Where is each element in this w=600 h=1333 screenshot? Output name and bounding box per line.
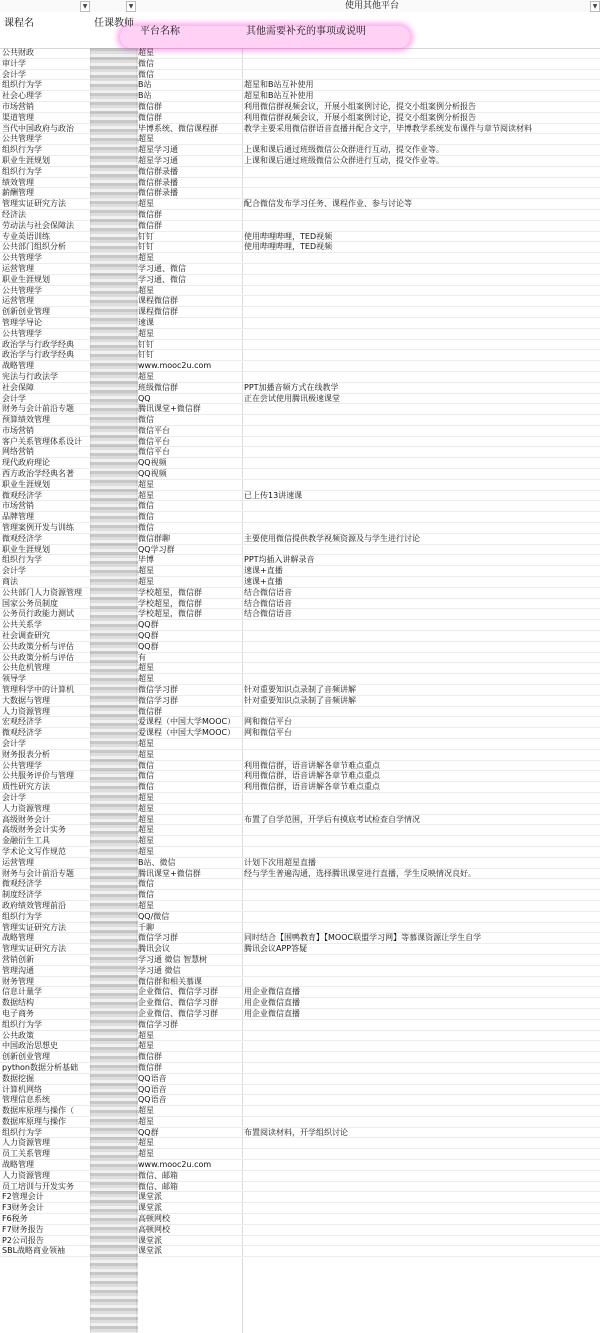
course-cell[interactable]: 组织行为学 bbox=[2, 911, 42, 921]
platform-cell[interactable]: 学习通、微信 bbox=[138, 263, 186, 273]
course-cell[interactable]: 公共关系学 bbox=[2, 620, 42, 630]
course-cell[interactable]: 数据库原理与操作（ bbox=[2, 1106, 74, 1116]
platform-cell[interactable]: 课堂派 bbox=[138, 1246, 162, 1256]
notes-cell[interactable]: 超星和B站互补使用 bbox=[244, 91, 314, 101]
notes-cell[interactable]: 用企业微信直播 bbox=[244, 987, 300, 997]
course-cell[interactable]: 大数据与管理 bbox=[2, 695, 50, 705]
platform-cell[interactable]: 学校超星，微信群 bbox=[138, 598, 202, 608]
platform-cell[interactable]: 超星 bbox=[138, 814, 154, 824]
notes-cell[interactable]: 结合微信语音 bbox=[244, 587, 292, 597]
platform-cell[interactable]: 微信群录播 bbox=[138, 188, 178, 198]
course-cell[interactable]: 职业生涯规划 bbox=[2, 274, 50, 284]
course-cell[interactable]: 职业生涯规划 bbox=[2, 544, 50, 554]
course-cell[interactable]: 管理学导论 bbox=[2, 317, 42, 327]
platform-cell[interactable]: www.mooc2u.com bbox=[138, 361, 212, 371]
course-cell[interactable]: 社会心理学 bbox=[2, 91, 42, 101]
platform-cell[interactable]: 微信 bbox=[138, 58, 154, 68]
course-cell[interactable]: 劳动法与社会保障法 bbox=[2, 220, 74, 230]
platform-cell[interactable]: 微信平台 bbox=[138, 436, 170, 446]
platform-cell[interactable]: 微信 bbox=[138, 415, 154, 425]
notes-cell[interactable]: 教学主要采用微信群语音直播并配合文字，毕博教学系统发布课件与章节阅读材料 bbox=[244, 123, 532, 133]
course-cell[interactable]: 客户关系管理体系设计 bbox=[2, 436, 82, 446]
platform-cell[interactable]: 超星 bbox=[138, 1138, 154, 1148]
notes-cell[interactable]: 布置了自学范围，开学后有摸底考试检查自学情况 bbox=[244, 814, 420, 824]
course-cell[interactable]: 会计学 bbox=[2, 739, 26, 748]
course-cell[interactable]: 公共部门人力资源管理 bbox=[2, 587, 82, 597]
course-cell[interactable]: 网络营销 bbox=[2, 447, 34, 457]
notes-cell[interactable]: 使用哔哩哔哩，TED视频 bbox=[244, 231, 333, 241]
platform-cell[interactable]: 微信 bbox=[138, 782, 154, 792]
platform-cell[interactable]: 超星学习通 bbox=[138, 145, 178, 155]
platform-cell[interactable]: 超星 bbox=[138, 1149, 154, 1159]
platform-cell[interactable]: 超星 bbox=[138, 663, 154, 673]
notes-cell[interactable]: 用企业微信直播 bbox=[244, 1008, 300, 1018]
platform-cell[interactable]: www.mooc2u.com bbox=[138, 1160, 212, 1170]
redacted-teacher-column bbox=[90, 48, 138, 1333]
platform-cell[interactable]: 毕博系统、微信课程群 bbox=[138, 123, 218, 133]
platform-cell[interactable]: 企业微信、微信学习群 bbox=[138, 1008, 218, 1018]
course-cell[interactable]: 审计学 bbox=[2, 58, 26, 68]
platform-cell[interactable]: 钉钉 bbox=[138, 231, 154, 241]
course-cell[interactable]: 现代政府理论 bbox=[2, 458, 50, 468]
platform-cell[interactable]: 超星 bbox=[138, 566, 154, 576]
platform-cell[interactable]: 钉钉 bbox=[138, 242, 154, 252]
platform-cell[interactable]: 速课 bbox=[138, 317, 154, 327]
notes-cell[interactable]: 已上传13讲速课 bbox=[244, 490, 303, 500]
platform-cell[interactable]: QQ/微信 bbox=[138, 911, 170, 921]
course-cell[interactable]: 政治学与行政学经典 bbox=[2, 350, 74, 360]
platform-cell[interactable]: QQ视频 bbox=[138, 458, 167, 468]
course-cell[interactable]: 职业生涯规划 bbox=[2, 155, 50, 165]
course-cell[interactable]: 公共管理学 bbox=[2, 285, 42, 295]
platform-cell[interactable]: 微信学习群 bbox=[138, 695, 178, 705]
notes-cell[interactable]: 腾讯会议APP答疑 bbox=[244, 944, 308, 954]
course-cell[interactable]: 运营管理 bbox=[2, 296, 34, 306]
notes-cell[interactable]: 配合微信发布学习任务、课程作业、参与讨论等 bbox=[244, 199, 412, 209]
platform-cell[interactable]: 微信群录播 bbox=[138, 177, 178, 187]
platform-cell[interactable]: 学校超星，微信群 bbox=[138, 587, 202, 597]
course-cell[interactable]: 管理信息系统 bbox=[2, 1095, 50, 1105]
course-cell[interactable]: 战略管理 bbox=[2, 933, 34, 943]
platform-cell[interactable]: 课堂派 bbox=[138, 1235, 162, 1245]
platform-cell[interactable]: 爱课程（中国大学MOOC） bbox=[138, 717, 236, 727]
course-cell[interactable]: 组织行为学 bbox=[2, 145, 42, 155]
course-cell[interactable]: 财务与会计前沿专题 bbox=[2, 404, 74, 414]
course-cell[interactable]: 经济法 bbox=[2, 209, 26, 219]
platform-cell[interactable]: 超星 bbox=[138, 577, 154, 587]
course-cell[interactable]: 社会调查研究 bbox=[2, 631, 50, 641]
platform-cell[interactable]: 课程微信群 bbox=[138, 296, 178, 306]
platform-cell[interactable]: 学习通 微信 智慧树 bbox=[138, 954, 208, 964]
platform-cell[interactable]: 超星 bbox=[138, 1106, 154, 1116]
course-cell[interactable]: 政府绩效管理前沿 bbox=[2, 900, 66, 910]
platform-cell[interactable]: 微信 bbox=[138, 879, 154, 889]
course-cell[interactable]: 公共服务评价与管理 bbox=[2, 771, 74, 781]
header-platform-label: 平台名称 bbox=[140, 26, 180, 37]
course-cell[interactable]: 预算绩效管理 bbox=[2, 415, 50, 425]
course-cell[interactable]: 国家公务员制度 bbox=[2, 598, 58, 608]
header-course-label: 课程名 bbox=[4, 18, 34, 29]
notes-cell[interactable]: 利用微信群视频会议，开展小组案例讨论，提交小组案例分析报告 bbox=[244, 112, 476, 122]
course-cell[interactable]: 政治学与行政学经典 bbox=[2, 339, 74, 349]
course-cell[interactable]: 计算机网络 bbox=[2, 1084, 42, 1094]
course-cell[interactable]: 质性研究方法 bbox=[2, 782, 50, 792]
platform-cell[interactable]: QQ语音 bbox=[138, 1073, 167, 1083]
header-notes-label: 其他需要补充的事项或说明 bbox=[246, 26, 366, 37]
course-cell[interactable]: 品牌管理 bbox=[2, 512, 34, 522]
course-cell[interactable]: 数据挖掘 bbox=[2, 1073, 34, 1083]
course-cell[interactable]: 薪酬管理 bbox=[2, 188, 34, 198]
platform-cell[interactable]: 超星 bbox=[138, 134, 154, 144]
course-cell[interactable]: 组织行为学 bbox=[2, 555, 42, 565]
course-cell[interactable]: 公共部门组织分析 bbox=[2, 242, 66, 252]
course-cell[interactable]: 公共危机管理 bbox=[2, 663, 50, 673]
course-cell[interactable]: 战略管理 bbox=[2, 1160, 34, 1170]
course-cell[interactable]: 学术论文写作规范 bbox=[2, 846, 66, 856]
platform-cell[interactable]: 课堂派 bbox=[138, 1203, 162, 1213]
course-cell[interactable]: 财务报表分析 bbox=[2, 749, 50, 759]
platform-cell[interactable]: 微信群 bbox=[138, 1052, 162, 1062]
header-cell-teacher[interactable] bbox=[92, 12, 136, 48]
course-cell[interactable]: 管理实证研究方法 bbox=[2, 199, 66, 209]
course-cell[interactable]: 公共政策分析与评估 bbox=[2, 641, 74, 651]
course-cell[interactable]: 财务与会计前沿专题 bbox=[2, 868, 74, 878]
course-cell[interactable]: 管理沟通 bbox=[2, 965, 34, 975]
notes-cell[interactable]: 上课和课后通过班级微信公众群进行互动，提交作业等。 bbox=[244, 155, 444, 165]
platform-cell[interactable]: 微信群 bbox=[138, 220, 162, 230]
notes-cell[interactable]: 结合微信语音 bbox=[244, 598, 292, 608]
platform-cell[interactable]: 微信平台 bbox=[138, 425, 170, 435]
notes-cell[interactable]: 针对重要知识点录制了音频讲解 bbox=[244, 685, 356, 695]
course-cell[interactable]: 微观经济学 bbox=[2, 728, 42, 738]
platform-cell[interactable]: 超星 bbox=[138, 253, 154, 263]
platform-cell[interactable]: 高顿网校 bbox=[138, 1224, 170, 1234]
course-cell[interactable]: F3财务会计 bbox=[2, 1203, 44, 1213]
course-cell[interactable]: 组织行为学 bbox=[2, 1019, 42, 1029]
course-cell[interactable]: 宏观经济学 bbox=[2, 717, 42, 727]
course-cell[interactable]: 中国政治思想史 bbox=[2, 1041, 58, 1051]
course-cell[interactable]: 数据结构 bbox=[2, 998, 34, 1008]
platform-cell[interactable]: 微信学习群 bbox=[138, 933, 178, 943]
platform-cell[interactable]: 超星 bbox=[138, 328, 154, 338]
platform-cell[interactable]: 微信 bbox=[138, 69, 154, 79]
platform-cell[interactable]: 学习通 微信 bbox=[138, 965, 181, 975]
notes-cell[interactable]: 针对重要知识点录制了音频讲解 bbox=[244, 695, 356, 705]
platform-cell[interactable]: 微信群和相关慕课 bbox=[138, 976, 202, 986]
header-teacher-label: 任课教师 bbox=[94, 18, 134, 29]
platform-cell[interactable]: 微信、邮箱 bbox=[138, 1170, 178, 1180]
course-cell[interactable]: 市场营销 bbox=[2, 425, 34, 435]
course-cell[interactable]: 会计学 bbox=[2, 69, 26, 79]
course-cell[interactable]: 西方政治学经典名著 bbox=[2, 469, 74, 479]
platform-cell[interactable]: 企业微信、微信学习群 bbox=[138, 987, 218, 997]
platform-cell[interactable]: 微信 bbox=[138, 523, 154, 533]
filter-dropdown-icon[interactable]: ▼ bbox=[590, 1, 600, 12]
course-cell[interactable]: 会计学 bbox=[2, 393, 26, 403]
course-cell[interactable]: 公共管理学 bbox=[2, 134, 42, 144]
platform-cell[interactable]: 钉钉 bbox=[138, 350, 154, 360]
platform-cell[interactable]: 学习通、微信 bbox=[138, 274, 186, 284]
notes-cell[interactable]: 计划下次用超星直播 bbox=[244, 857, 316, 867]
notes-cell[interactable]: 正在尝试使用腾讯极速课堂 bbox=[244, 393, 340, 403]
notes-cell[interactable]: 利用微信群，语音讲解各章节难点重点 bbox=[244, 771, 380, 781]
course-cell[interactable]: 公共管理学 bbox=[2, 760, 42, 770]
course-cell[interactable]: 信息计量学 bbox=[2, 987, 42, 997]
platform-cell[interactable]: 超星 bbox=[138, 846, 154, 856]
platform-cell[interactable]: QQ视频 bbox=[138, 469, 167, 479]
course-cell[interactable]: 会计学 bbox=[2, 566, 26, 576]
course-cell[interactable]: 财务管理 bbox=[2, 976, 34, 986]
course-cell[interactable]: F2管理会计 bbox=[2, 1192, 44, 1202]
platform-cell[interactable]: 微信 bbox=[138, 501, 154, 511]
platform-cell[interactable]: 超星 bbox=[138, 836, 154, 846]
platform-cell[interactable]: 高顿网校 bbox=[138, 1214, 170, 1224]
course-cell[interactable]: 人力资源管理 bbox=[2, 803, 50, 813]
header-cell-course[interactable] bbox=[0, 12, 90, 48]
notes-cell[interactable]: 经与学生普遍沟通，选择腾讯课堂进行直播，学生反映情况良好。 bbox=[244, 868, 476, 878]
course-cell[interactable]: 公务员行政能力测试 bbox=[2, 609, 74, 619]
filter-dropdown-icon[interactable]: ▼ bbox=[80, 1, 90, 12]
notes-cell[interactable]: 利用微信群，语音讲解各章节难点重点 bbox=[244, 782, 380, 792]
platform-cell[interactable]: 微信群 bbox=[138, 112, 162, 122]
course-cell[interactable]: 管理实证研究方法 bbox=[2, 922, 66, 932]
course-cell[interactable]: 组织行为学 bbox=[2, 166, 42, 176]
course-cell[interactable]: 商法 bbox=[2, 577, 18, 587]
course-cell[interactable]: 电子商务 bbox=[2, 1008, 34, 1018]
notes-cell[interactable]: 超星和B站互补使用 bbox=[244, 80, 314, 90]
platform-cell[interactable]: QQ bbox=[138, 393, 151, 403]
platform-cell[interactable]: 腾讯课堂+微信群 bbox=[138, 868, 201, 878]
header-row bbox=[0, 12, 600, 49]
platform-cell[interactable]: 微信 bbox=[138, 512, 154, 522]
course-cell[interactable]: 人力资源管理 bbox=[2, 706, 50, 716]
platform-cell[interactable]: 超星 bbox=[138, 900, 154, 910]
course-cell[interactable]: 领导学 bbox=[2, 674, 26, 684]
course-cell[interactable]: 公共政策分析与评估 bbox=[2, 652, 74, 662]
course-cell[interactable]: 人力资源管理 bbox=[2, 1170, 50, 1180]
platform-cell[interactable]: 超星 bbox=[138, 285, 154, 295]
header-cell-platform[interactable] bbox=[138, 12, 242, 48]
platform-cell[interactable]: 超星 bbox=[138, 479, 154, 489]
course-cell[interactable]: python数据分析基础 bbox=[2, 1062, 78, 1072]
course-cell[interactable]: 微观经济学 bbox=[2, 533, 42, 543]
notes-cell[interactable]: PPT均插入讲解录音 bbox=[244, 555, 315, 565]
platform-cell[interactable]: 微信群 bbox=[138, 101, 162, 111]
platform-cell[interactable]: 超星 bbox=[138, 674, 154, 684]
course-cell[interactable]: 公共管理学 bbox=[2, 253, 42, 263]
platform-cell[interactable]: 微信群 bbox=[138, 706, 162, 716]
platform-cell[interactable]: 超星 bbox=[138, 199, 154, 209]
notes-cell[interactable]: 利用微信群视频会议，开展小组案例讨论，提交小组案例分析报告 bbox=[244, 101, 476, 111]
platform-cell[interactable]: 超星 bbox=[138, 825, 154, 835]
course-cell[interactable]: 员工关系管理 bbox=[2, 1149, 50, 1159]
course-cell[interactable]: 公共财政 bbox=[2, 48, 34, 57]
platform-cell[interactable]: QQ群 bbox=[138, 641, 159, 651]
course-cell[interactable]: 创新创业管理 bbox=[2, 1052, 50, 1062]
platform-cell[interactable]: 超星 bbox=[138, 803, 154, 813]
course-cell[interactable]: 微观经济学 bbox=[2, 879, 42, 889]
platform-cell[interactable]: 腾讯会议 bbox=[138, 944, 170, 954]
platform-cell[interactable]: 微信 bbox=[138, 760, 154, 770]
notes-cell[interactable]: 同时结合【围鸭教育】【MOOC联盟学习网】等慕课资源让学生自学 bbox=[244, 933, 482, 943]
notes-cell[interactable]: 结合微信语音 bbox=[244, 609, 292, 619]
notes-cell[interactable]: 速课+直播 bbox=[244, 577, 283, 587]
platform-cell[interactable]: QQ学习群 bbox=[138, 544, 175, 554]
platform-cell[interactable]: 千聊 bbox=[138, 922, 154, 932]
course-cell[interactable]: 公共政策 bbox=[2, 1030, 34, 1040]
course-cell[interactable]: 宪法与行政法学 bbox=[2, 371, 58, 381]
platform-cell[interactable]: 超星 bbox=[138, 490, 154, 500]
platform-cell[interactable]: 微信、邮箱 bbox=[138, 1181, 178, 1191]
course-cell[interactable]: 员工培训与开发实务 bbox=[2, 1181, 74, 1191]
platform-cell[interactable]: 腾讯课堂+微信群 bbox=[138, 404, 201, 414]
platform-cell[interactable]: 课堂派 bbox=[138, 1192, 162, 1202]
course-cell[interactable]: 组织行为学 bbox=[2, 1127, 42, 1137]
platform-cell[interactable]: QQ群 bbox=[138, 620, 159, 630]
course-cell[interactable]: 运营管理 bbox=[2, 857, 34, 867]
platform-cell[interactable]: B站、微信 bbox=[138, 857, 176, 867]
platform-cell[interactable]: QQ语音 bbox=[138, 1095, 167, 1105]
notes-cell[interactable]: 上课和课后通过班级微信公众群进行互动，提交作业等。 bbox=[244, 145, 444, 155]
course-cell[interactable]: 营销创新 bbox=[2, 954, 34, 964]
platform-cell[interactable]: QQ群 bbox=[138, 631, 159, 641]
platform-cell[interactable]: 爱课程（中国大学MOOC） bbox=[138, 728, 236, 738]
course-cell[interactable]: 微观经济学 bbox=[2, 490, 42, 500]
platform-cell[interactable]: 企业微信、微信学习群 bbox=[138, 998, 218, 1008]
course-cell[interactable]: 运营管理 bbox=[2, 263, 34, 273]
course-cell[interactable]: 管理科学中的计算机 bbox=[2, 685, 74, 695]
platform-cell[interactable]: 微信群 bbox=[138, 209, 162, 219]
course-cell[interactable]: 金融衍生工具 bbox=[2, 836, 50, 846]
platform-cell[interactable]: QQ群 bbox=[138, 1127, 159, 1137]
platform-cell[interactable]: 微信学习群 bbox=[138, 685, 178, 695]
notes-cell[interactable]: PPT加播音频方式在线教学 bbox=[244, 382, 339, 392]
platform-cell[interactable]: 微信 bbox=[138, 771, 154, 781]
course-cell[interactable]: F6税务 bbox=[2, 1214, 28, 1224]
platform-cell[interactable]: 钉钉 bbox=[138, 339, 154, 349]
platform-cell[interactable]: 微信平台 bbox=[138, 447, 170, 457]
platform-cell[interactable]: 超星 bbox=[138, 792, 154, 802]
platform-cell[interactable]: B站 bbox=[138, 91, 152, 101]
platform-cell[interactable]: 超星 bbox=[138, 1116, 154, 1126]
platform-cell[interactable]: 超星 bbox=[138, 48, 154, 57]
platform-cell[interactable]: 微信群 bbox=[138, 1062, 162, 1072]
platform-cell[interactable]: 超星 bbox=[138, 739, 154, 748]
course-cell[interactable]: 管理实证研究方法 bbox=[2, 944, 66, 954]
course-cell[interactable]: SBL战略商业领袖 bbox=[2, 1246, 66, 1256]
course-cell[interactable]: 市场营销 bbox=[2, 501, 34, 511]
platform-cell[interactable]: 学校超星，微信群 bbox=[138, 609, 202, 619]
header-group-label: 使用其他平台 bbox=[344, 1, 399, 11]
course-cell[interactable]: 创新创业管理 bbox=[2, 307, 50, 317]
platform-cell[interactable]: 课程微信群 bbox=[138, 307, 178, 317]
platform-cell[interactable]: 微信群录播 bbox=[138, 166, 178, 176]
notes-cell[interactable]: 网和微信平台 bbox=[244, 728, 292, 738]
course-cell[interactable]: 市场营销 bbox=[2, 101, 34, 111]
course-cell[interactable]: 战略管理 bbox=[2, 361, 34, 371]
platform-cell[interactable]: 微信学习群 bbox=[138, 1019, 178, 1029]
platform-cell[interactable]: 毕博 bbox=[138, 555, 154, 565]
platform-cell[interactable]: 超星学习通 bbox=[138, 155, 178, 165]
course-cell[interactable]: 制度经济学 bbox=[2, 890, 42, 900]
notes-cell[interactable]: 布置阅读材料，开学组织讨论 bbox=[244, 1127, 348, 1137]
course-cell[interactable]: 数据库原理与操作 bbox=[2, 1116, 66, 1126]
notes-cell[interactable]: 用企业微信直播 bbox=[244, 998, 300, 1008]
notes-cell[interactable]: 利用微信群，语音讲解各章节难点重点 bbox=[244, 760, 380, 770]
course-cell[interactable]: 绩效管理 bbox=[2, 177, 34, 187]
course-cell[interactable]: 渠道管理 bbox=[2, 112, 34, 122]
course-cell[interactable]: 专业英语训练 bbox=[2, 231, 50, 241]
notes-cell[interactable]: 速课+直播 bbox=[244, 566, 283, 576]
platform-cell[interactable]: QQ语音 bbox=[138, 1084, 167, 1094]
course-cell[interactable]: 管理案例开发与训练 bbox=[2, 523, 74, 533]
platform-cell[interactable]: 超星 bbox=[138, 1030, 154, 1040]
course-cell[interactable]: 职业生涯规划 bbox=[2, 479, 50, 489]
platform-cell[interactable]: 有 bbox=[138, 652, 146, 662]
header-cell-notes[interactable] bbox=[244, 12, 598, 48]
platform-cell[interactable]: 超星 bbox=[138, 749, 154, 759]
course-cell[interactable]: 高级财务会计 bbox=[2, 814, 50, 824]
course-cell[interactable]: 会计学 bbox=[2, 792, 26, 802]
notes-cell[interactable]: 主要使用微信提供教学视频资源及与学生进行讨论 bbox=[244, 533, 420, 543]
platform-cell[interactable]: 超星 bbox=[138, 1041, 154, 1051]
platform-cell[interactable]: 班级微信群 bbox=[138, 382, 178, 392]
course-cell[interactable]: 人力资源管理 bbox=[2, 1138, 50, 1148]
course-cell[interactable]: P2公司报告 bbox=[2, 1235, 44, 1245]
course-cell[interactable]: 当代中国政府与政治 bbox=[2, 123, 74, 133]
platform-cell[interactable]: 微信 bbox=[138, 890, 154, 900]
platform-cell[interactable]: B站 bbox=[138, 80, 152, 90]
course-cell[interactable]: 组织行为学 bbox=[2, 80, 42, 90]
filter-dropdown-icon[interactable]: ▼ bbox=[126, 1, 136, 12]
course-cell[interactable]: F7财务报告 bbox=[2, 1224, 44, 1234]
course-cell[interactable]: 高级财务会计实务 bbox=[2, 825, 66, 835]
course-cell[interactable]: 社会保障 bbox=[2, 382, 34, 392]
course-cell[interactable]: 公共管理学 bbox=[2, 328, 42, 338]
platform-cell[interactable]: 超星 bbox=[138, 371, 154, 381]
notes-cell[interactable]: 网和微信平台 bbox=[244, 717, 292, 727]
notes-cell[interactable]: 使用哔哩哔哩，TED视频 bbox=[244, 242, 333, 252]
platform-cell[interactable]: 微信群聊 bbox=[138, 533, 170, 543]
